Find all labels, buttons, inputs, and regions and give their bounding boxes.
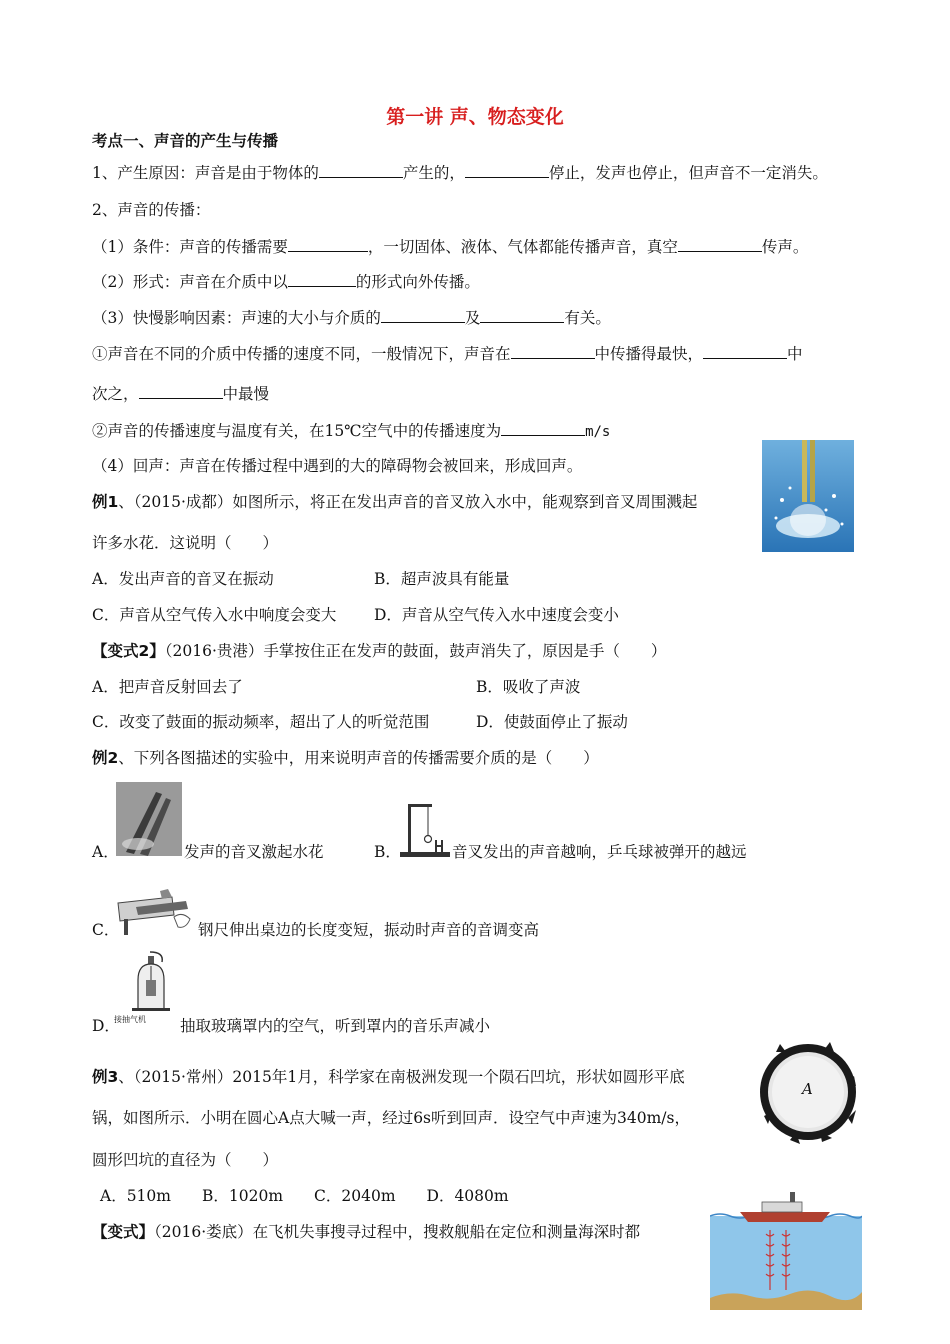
pingpong-fork-image	[398, 800, 452, 858]
paragraph-6	[92, 343, 803, 364]
option-c[interactable]: C．声音从空气传入水中响度会变大	[92, 606, 337, 624]
paragraph-3	[92, 236, 808, 257]
option-b-letter[interactable]: B．	[374, 843, 401, 861]
fill-blank[interactable]	[480, 307, 564, 323]
example-label: 例1	[92, 493, 119, 511]
paragraph-8	[92, 420, 610, 442]
text: 及	[464, 309, 481, 327]
option-c[interactable]: C．改变了鼓面的振动频率，超出了人的听觉范围	[92, 713, 430, 731]
example-3	[92, 1067, 685, 1087]
tuning-fork-water-image	[762, 440, 854, 552]
text: 的形式向外传播。	[355, 273, 480, 291]
bell-jar-image	[114, 950, 178, 1032]
fill-blank[interactable]	[319, 162, 403, 178]
option-a[interactable]: 发声的音叉激起水花	[184, 843, 324, 861]
text: （2）形式：声音在介质中以	[92, 273, 288, 291]
variant-label: 【变式2】	[92, 642, 165, 660]
example-3-line2: 锅，如图所示．小明在圆心A点大喊一声，经过6s听到回声．设空气中声速为340m/s，	[92, 1109, 690, 1127]
section-heading: 考点一、声音的产生与传播	[92, 132, 279, 150]
paragraph-7	[92, 383, 269, 404]
fill-blank[interactable]	[139, 383, 223, 399]
option-d[interactable]: D．使鼓面停止了振动	[476, 713, 628, 731]
text: 、（2015·常州）2015年1月，科学家在南极洲发现一个陨石凹坑，形状如圆形平底	[118, 1068, 685, 1086]
paragraph-5	[92, 307, 611, 328]
variant-3	[92, 1222, 640, 1242]
paragraph-2: 2、声音的传播：	[92, 201, 211, 219]
example-3-line3: 圆形凹坑的直径为（ ）	[92, 1151, 279, 1169]
paragraph-9: （4）回声：声音在传播过程中遇到的大的障碍物会被回来，形成回声。	[92, 457, 583, 475]
option-d[interactable]: 抽取玻璃罩内的空气，听到罩内的音乐声减小	[180, 1017, 491, 1035]
fill-blank[interactable]	[288, 271, 356, 287]
text: 停止，发声也停止，但声音不一定消失。	[548, 164, 828, 182]
paragraph-1	[92, 162, 828, 183]
pump-label: 接抽气机	[114, 1015, 146, 1024]
text: 中最慢	[222, 385, 270, 403]
fill-blank[interactable]	[501, 420, 585, 436]
crater-label: A	[802, 1080, 813, 1098]
fill-blank[interactable]	[511, 343, 595, 359]
fork-splash-image	[116, 782, 182, 856]
crater-image	[760, 1040, 856, 1144]
option-a-letter[interactable]: A．	[92, 843, 119, 861]
option-a[interactable]: A．发出声音的音叉在振动	[92, 570, 274, 588]
text: ①声音在不同的介质中传播的速度不同，一般情况下，声音在	[92, 345, 511, 363]
option-c[interactable]: 钢尺伸出桌边的长度变短，振动时声音的音调变高	[198, 921, 540, 939]
text: （3）快慢影响因素：声速的大小与介质的	[92, 309, 381, 327]
text: 中	[787, 345, 803, 363]
fill-blank[interactable]	[288, 236, 368, 252]
ruler-table-image	[116, 889, 196, 935]
fill-blank[interactable]	[703, 343, 787, 359]
example-label: 例3	[92, 1068, 119, 1086]
text: （2016·贵港）手掌按住正在发声的鼓面，鼓声消失了，原因是手（ ）	[164, 642, 667, 660]
option-b[interactable]: 音叉发出的声音越响，乒乓球被弹开的越远	[452, 843, 747, 861]
text: m/s	[585, 424, 611, 440]
text: 次之，	[92, 385, 139, 403]
example-2	[92, 748, 599, 768]
option-d-letter[interactable]: D．	[92, 1017, 120, 1035]
paragraph-4	[92, 271, 480, 292]
example-1-line2: 许多水花．这说明（ ）	[92, 534, 279, 552]
option-c-letter[interactable]: C．	[92, 921, 120, 939]
text: 传声。	[761, 238, 809, 256]
option-a[interactable]: A．把声音反射回去了	[92, 678, 243, 696]
text: 、下列各图描述的实验中，用来说明声音的传播需要介质的是（ ）	[118, 749, 599, 767]
fill-blank[interactable]	[381, 307, 465, 323]
text: 产生的，	[402, 164, 465, 182]
example-1	[92, 492, 697, 512]
text: （1）条件：声音的传播需要	[92, 238, 288, 256]
option-d[interactable]: D．声音从空气传入水中速度会变小	[374, 606, 619, 624]
text: ，一切固体、液体、气体都能传播声音，真空	[367, 238, 678, 256]
fill-blank[interactable]	[465, 162, 549, 178]
option-b[interactable]: B．吸收了声波	[476, 678, 581, 696]
text: （2016·娄底）在飞机失事搜寻过程中，搜救舰船在定位和测量海深时都	[154, 1223, 641, 1241]
example-label: 例2	[92, 749, 119, 767]
text: 1、产生原因：声音是由于物体的	[92, 164, 319, 182]
text: ②声音的传播速度与温度有关，在15℃空气中的传播速度为	[92, 422, 502, 440]
variant-label: 【变式】	[92, 1223, 155, 1241]
text: 、（2015·成都）如图所示，将正在发出声音的音叉放入水中，能观察到音叉周围溅起	[118, 493, 698, 511]
variant-2	[92, 641, 666, 661]
option-b[interactable]: B．超声波具有能量	[374, 570, 510, 588]
text: 有关。	[564, 309, 611, 327]
example-3-options[interactable]: A．510m B．1020m C．2040m D．4080m	[100, 1187, 509, 1205]
fill-blank[interactable]	[678, 236, 762, 252]
page-title: 第一讲 声、物态变化	[386, 106, 564, 128]
ship-sonar-image	[710, 1190, 862, 1310]
text: 中传播得最快，	[594, 345, 704, 363]
